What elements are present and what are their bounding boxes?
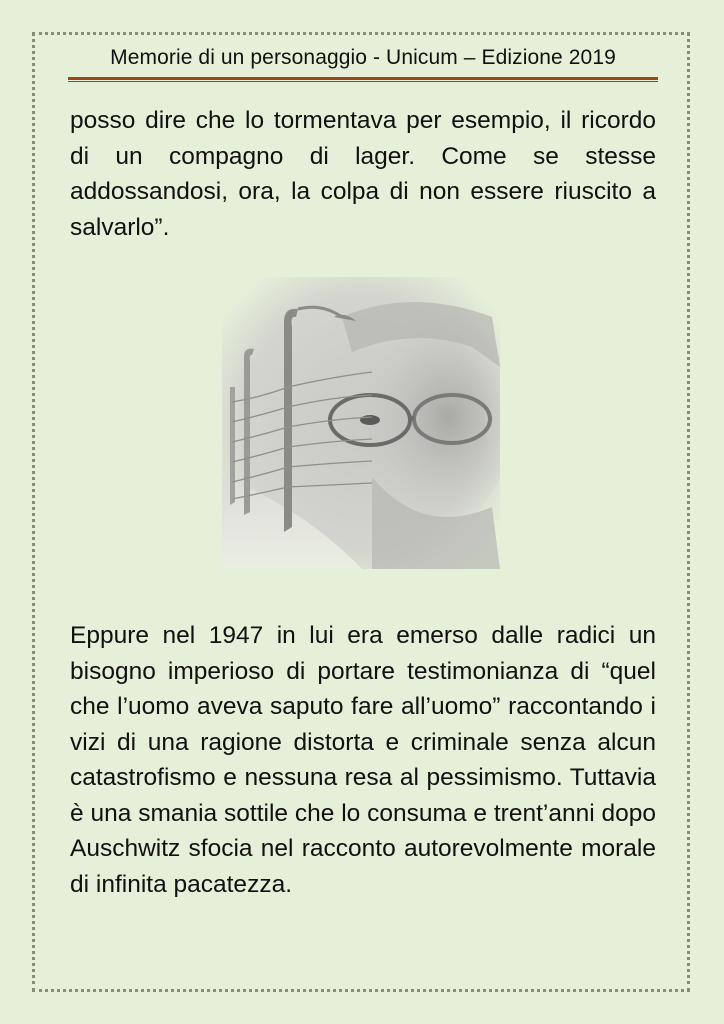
body-paragraph-1: posso dire che lo tormentava per esempio, il ricordo di un compagno di lager. Come se stesse addossandosi, ora, la colpa di non essere riuscito a salvarlo”. <box>70 107 656 241</box>
body-paragraph-2: Eppure nel 1947 in lui era emerso dalle radici un bisogno imperioso di portare testimonianza di “quel che l’uomo aveva saputo fare all’uomo” raccontando i vizi di una ragione distorta e criminale senza alcun catastrofismo e nessuna resa al pessimismo. Tuttavia è una smania sottile che lo consuma e trent’anni dopo Auschwitz sfocia nel racconto autorevolmente morale di infinita pacatezza. <box>70 622 656 898</box>
page-header-title: Memorie di un personaggio - Unicum – Edizione 2019 <box>110 46 616 69</box>
header-divider <box>68 77 658 82</box>
portrait-photo <box>222 277 500 569</box>
